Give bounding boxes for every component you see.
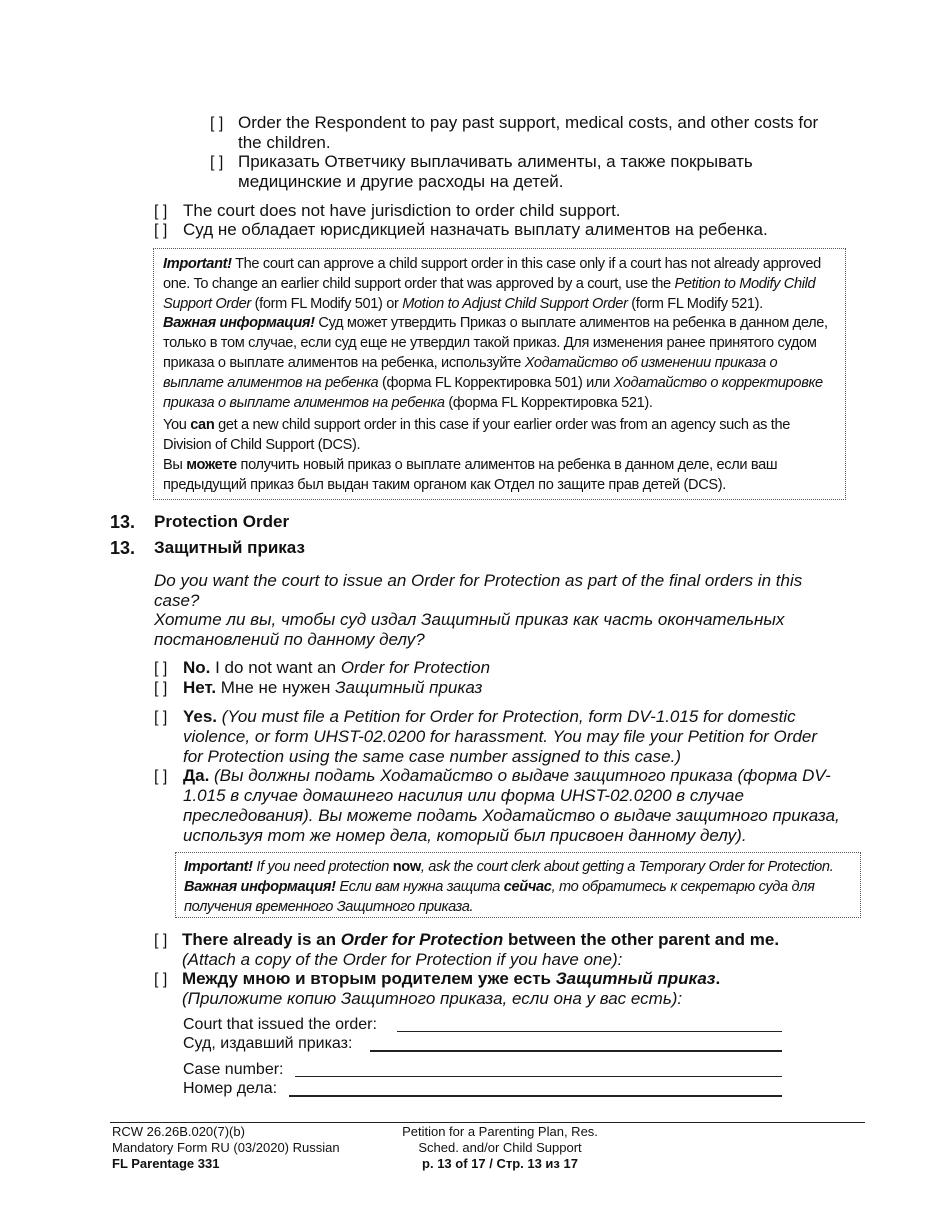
section-title-en: Protection Order (154, 512, 290, 531)
checkbox-no-jurisdiction-ru[interactable]: [ ] (154, 222, 168, 239)
existing-order-attach-en: (Attach a copy of the Order for Protection if you have one): (182, 950, 623, 969)
footer-title-1: Petition for a Parenting Plan, Res. (402, 1124, 598, 1139)
option-yes-ru: Да. (Вы должны подать Ходатайство о выдаче защитного приказа (форма DV-1.015 в случае домашнего насилия или форма UHST-02.0200 в случае преследования). Вы можете подать Ходатайство о выдаче защитного приказа, используя тот же номер дела, который был присвоен данному делу). (183, 766, 840, 845)
checkbox-no-en[interactable]: [ ] (154, 660, 168, 677)
option-yes-en: Yes. (You must file a Petition for Order for Protection, form DV-1.015 for domestic violence, or form UHST-02.0200 for harassment. You may file your Petition for Order for Protection using the same case number assigned to this case.) (183, 707, 818, 766)
protection-question-ru: Хотите ли вы, чтобы суд издал Защитный приказ как часть окончательных постановлений по данному делу? (154, 610, 785, 649)
temporary-order-notice-en: Important! If you need protection now, ask the court clerk about getting a Temporary Order for Protection. (184, 859, 834, 875)
important-notice-ru: Важная информация! Суд может утвердить Приказ о выплате алиментов на ребенка в данном деле, только в том случае, если суд еще не утвердил такой приказ. Для изменения ранее принятого судом приказа о выплате алиментов на ребенка, используйте Ходатайство об изменении приказа о выплате алиментов на ребенка (форма FL Корректировка 501) или Ходатайство о корректировке приказа о выплате алиментов на ребенка (форма FL Корректировка 521). (163, 315, 828, 411)
past-support-text-en: Order the Respondent to pay past support, medical costs, and other costs for the children. (238, 113, 819, 152)
option-no-en: No. I do not want an Order for Protection (183, 658, 491, 677)
agency-order-note-en: You can get a new child support order in this case if your earlier order was from an agency such as the Division of Child Support (DCS). (163, 417, 790, 454)
section-title-ru: Защитный приказ (154, 538, 305, 557)
existing-order-attach-ru: (Приложите копию Защитного приказа, если она у вас есть): (182, 989, 683, 1008)
protection-question-en: Do you want the court to issue an Order for Protection as part of the final orders in this case? (154, 571, 803, 610)
existing-order-ru: Между мною и вторым родителем уже есть Защитный приказ. (182, 969, 721, 988)
important-notice-box (153, 248, 846, 500)
important-notice-en: Important! The court can approve a child support order in this case only if a court has not already approved one. To change an earlier child support order that was approved by a court, use the Petition to Modify Child Support Order (form FL Modify 501) or Motion to Adjust Child Support Order (form FL Modify 521). (163, 256, 821, 312)
temporary-order-notice-box (175, 852, 861, 918)
checkbox-yes-ru[interactable]: [ ] (154, 768, 168, 785)
case-number-input-line[interactable] (295, 1076, 782, 1077)
footer-title-2: Sched. and/or Child Support (418, 1140, 582, 1155)
section-number-en: 13. (110, 512, 136, 532)
court-label-en: Court that issued the order: (183, 1016, 377, 1033)
footer-rcw: RCW 26.26B.020(7)(b) (112, 1124, 245, 1139)
past-support-text-ru: Приказать Ответчику выплачивать алименты, а также покрывать медицинские и другие расходы на детей. (238, 152, 753, 191)
checkbox-existing-order-en[interactable]: [ ] (154, 932, 168, 949)
existing-order-en: There already is an Order for Protection between the other parent and me. (182, 930, 780, 949)
no-jurisdiction-text-ru: Суд не обладает юрисдикцией назначать выплату алиментов на ребенка. (183, 220, 768, 239)
option-no-ru: Нет. Мне не нужен Защитный приказ (183, 678, 483, 697)
footer-form-ru: Mandatory Form RU (03/2020) Russian (112, 1140, 340, 1155)
temporary-order-notice-ru: Важная информация! Если вам нужна защита сейчас, то обратитесь к секретарю суда для получения временного Защитного приказа. (184, 878, 815, 915)
checkbox-past-support-en[interactable]: [ ] (210, 115, 224, 132)
checkbox-yes-en[interactable]: [ ] (154, 709, 168, 726)
no-jurisdiction-text-en: The court does not have jurisdiction to order child support. (183, 201, 621, 220)
court-input-line[interactable] (397, 1031, 782, 1032)
footer-page-number: p. 13 of 17 / Стр. 13 из 17 (422, 1156, 578, 1171)
footer-form-id: FL Parentage 331 (112, 1156, 220, 1171)
section-number-ru: 13. (110, 538, 136, 558)
checkbox-existing-order-ru[interactable]: [ ] (154, 971, 168, 988)
case-number-label-ru: Номер дела: (183, 1080, 278, 1097)
case-number-label-en: Case number: (183, 1061, 284, 1078)
court-label-ru: Суд, издавший приказ: (183, 1035, 353, 1052)
checkbox-no-jurisdiction-en[interactable]: [ ] (154, 203, 168, 220)
agency-order-note-ru: Вы можете получить новый приказ о выплате алиментов на ребенка в данном деле, если ваш предыдущий приказ был выдан таким органом как Отдел по защите прав детей (DCS). (163, 456, 778, 493)
footer-divider (110, 1122, 865, 1123)
court-input-line-ru[interactable] (370, 1050, 782, 1052)
case-number-input-line-ru[interactable] (289, 1095, 782, 1097)
checkbox-past-support-ru[interactable]: [ ] (210, 154, 224, 171)
checkbox-no-ru[interactable]: [ ] (154, 680, 168, 697)
